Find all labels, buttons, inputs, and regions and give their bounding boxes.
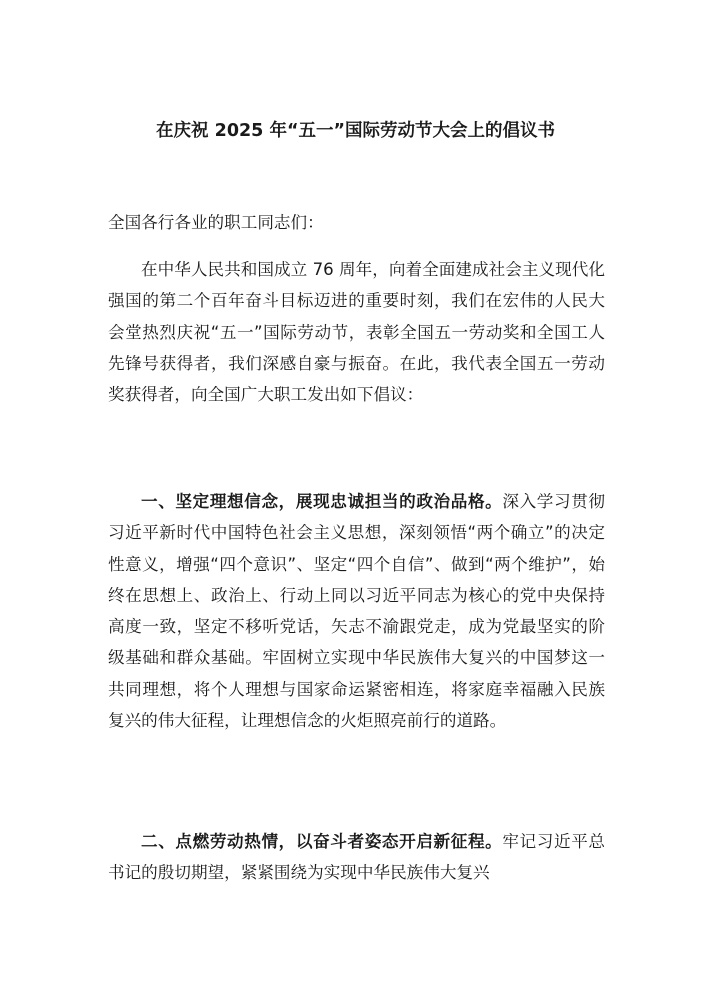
section-two-heading: 二、点燃劳动热情，以奋斗者姿态开启新征程。	[141, 832, 503, 851]
paragraph-section-one	[108, 486, 605, 736]
paragraph-intro-text: 在中华人民共和国成立 76 周年，向着全面建成社会主义现代化强国的第二个百年奋斗目标迈进的重要时刻，我们在宏伟的人民大会堂热烈庆祝“五一”国际劳动节，表彰全国五一劳动奖和全国工人先锋号获得者，我们深感自豪与振奋。在此，我代表全国五一劳动奖获得者，向全国广大职工发出如下倡议：	[108, 260, 605, 405]
section-one-heading: 一、坚定理想信念，展现忠诚担当的政治品格。	[141, 492, 503, 511]
section-one-text: 深入学习贯彻习近平新时代中国特色社会主义思想，深刻领悟“两个确立”的决定性意义，增强“四个意识”、坚定“四个自信”、做到“两个维护”，始终在思想上、政治上、行动上同以习近平同志为核心的党中央保持高度一致，坚定不移听党话，矢志不渝跟党走，成为党最坚实的阶级基础和群众基础。牢固树立实现中华民族伟大复兴的中国梦这一共同理想，将个人理想与国家命运紧密相连，将家庭幸福融入民族复兴的伟大征程，让理想信念的火炬照亮前行的道路。	[108, 492, 606, 731]
salutation: 全国各行各业的职工同志们：	[108, 213, 324, 232]
section-two-text: 牢记习近平总书记的殷切期望，紧紧围绕为实现中华民族伟大复兴	[108, 832, 606, 883]
paragraph-intro	[108, 254, 605, 410]
document-title: 在庆祝 2025 年“五一”国际劳动节大会上的倡议书	[156, 121, 555, 141]
paragraph-section-two	[108, 826, 605, 889]
